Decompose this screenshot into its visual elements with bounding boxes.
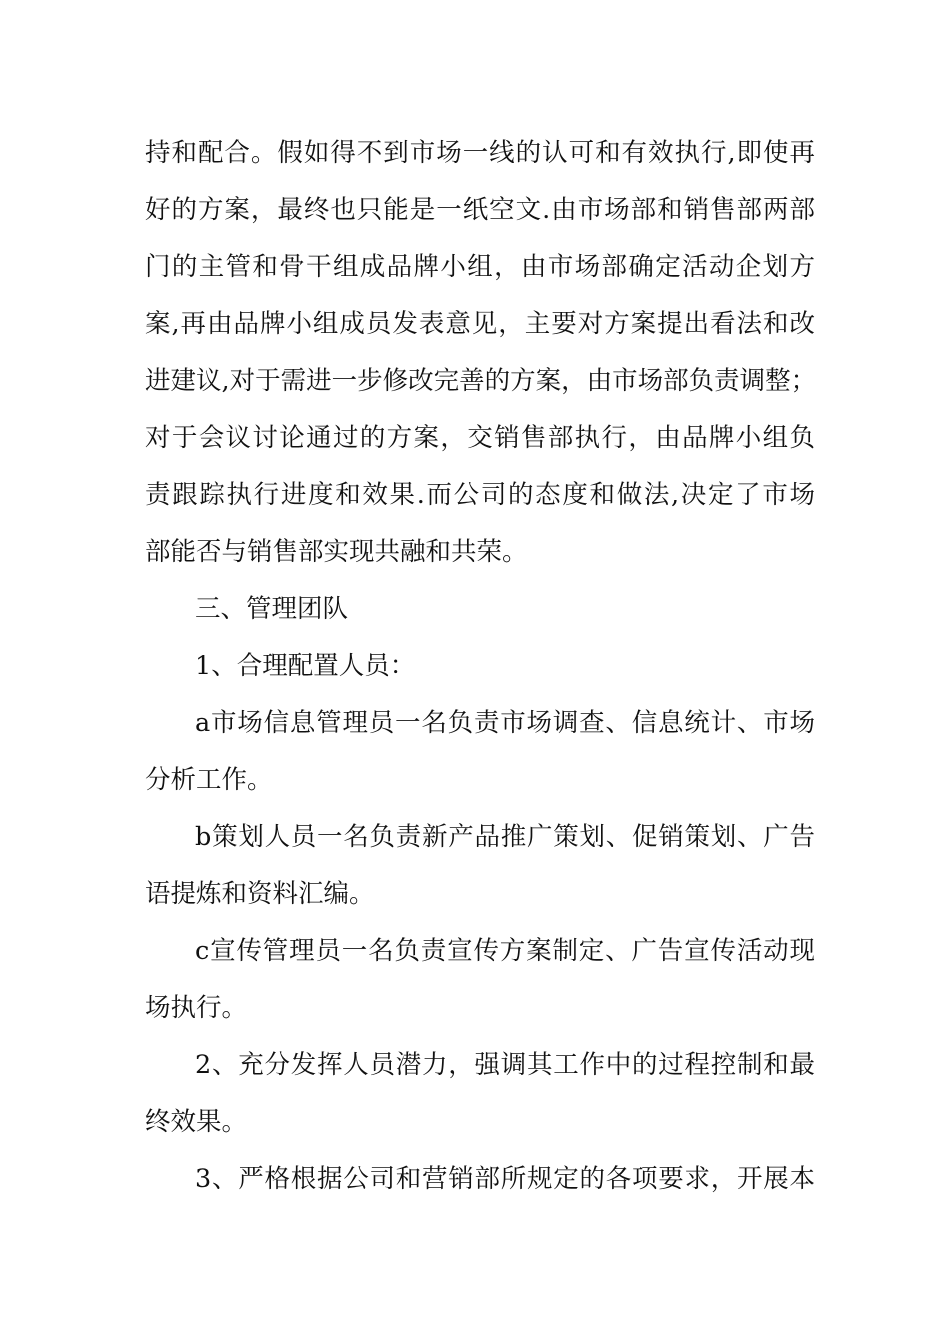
list-item-line: 2、充分发挥人员潜力，强调其工作中的过程控制和最: [195, 1050, 815, 1080]
list-item-line: a市场信息管理员一名负责市场调查、信息统计、市场: [195, 708, 815, 738]
paragraph-line: 案,再由品牌小组成员发表意见，主要对方案提出看法和改: [145, 309, 815, 339]
paragraph-line: 门的主管和骨干组成品牌小组，由市场部确定活动企划方: [145, 252, 815, 282]
list-item-line: b策划人员一名负责新产品推广策划、促销策划、广告: [195, 822, 815, 852]
paragraph-line: 责跟踪执行进度和效果.而公司的态度和做法,决定了市场: [145, 480, 815, 510]
list-item-line: 终效果。: [145, 1107, 248, 1137]
section-heading: 三、管理团队: [195, 594, 349, 624]
paragraph-line: 部能否与销售部实现共融和共荣。: [145, 537, 528, 567]
list-item-line: 语提炼和资料汇编。: [145, 879, 375, 909]
paragraph-line: 持和配合。假如得不到市场一线的认可和有效执行,即使再: [145, 138, 815, 168]
list-item-line: 3、严格根据公司和营销部所规定的各项要求，开展本: [195, 1164, 815, 1194]
paragraph-line: 好的方案，最终也只能是一纸空文.由市场部和销售部两部: [145, 195, 815, 225]
list-item-heading: 1、合理配置人员：: [195, 651, 416, 681]
paragraph-line: 进建议,对于需进一步修改完善的方案，由市场部负责调整；: [145, 366, 817, 396]
list-item-line: 分析工作。: [145, 765, 273, 795]
list-item-line: c宣传管理员一名负责宣传方案制定、广告宣传活动现: [195, 936, 815, 966]
paragraph-line: 对于会议讨论通过的方案，交销售部执行，由品牌小组负: [145, 423, 815, 453]
list-item-line: 场执行。: [145, 993, 248, 1023]
